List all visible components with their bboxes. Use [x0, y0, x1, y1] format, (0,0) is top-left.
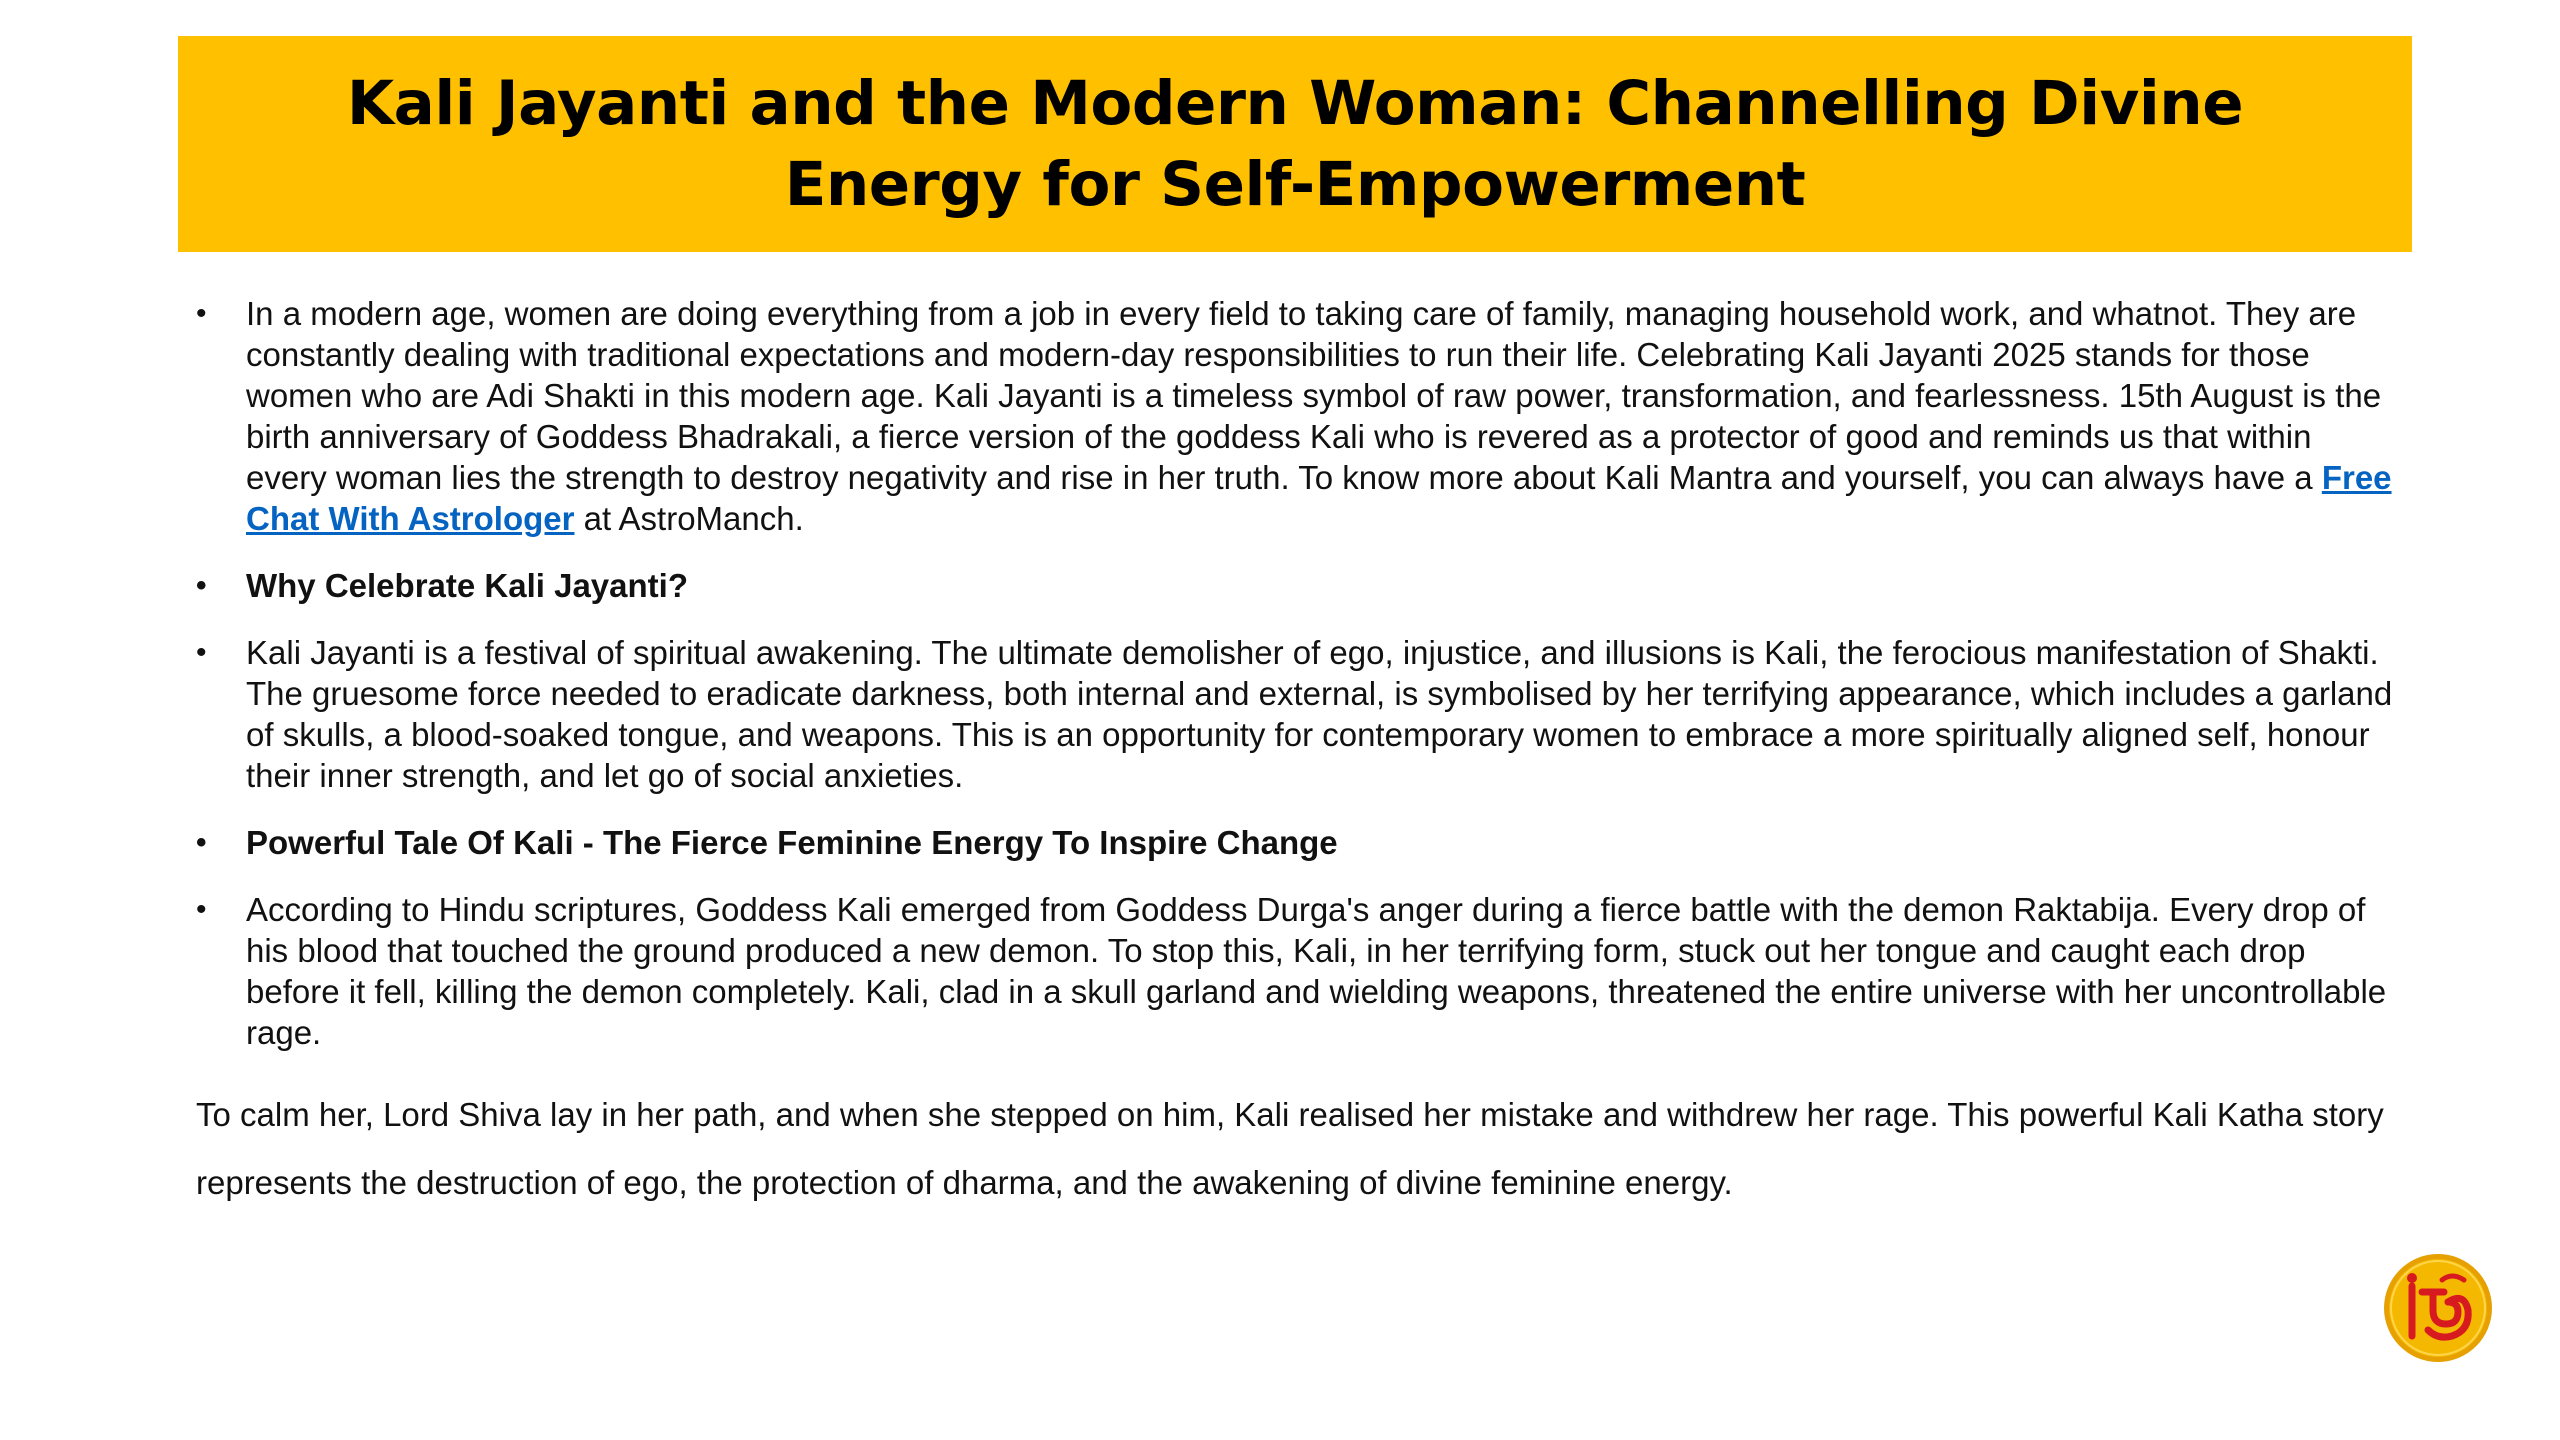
bullet-heading-why: [196, 565, 2396, 606]
bullet-marker: •: [196, 826, 207, 859]
heading-tale-text: Powerful Tale Of Kali - The Fierce Feminine Energy To Inspire Change: [246, 824, 1338, 861]
bullet-marker: •: [196, 297, 207, 330]
closing-paragraph: To calm her, Lord Shiva lay in her path, and when she stepped on him, Kali realised her mistake and withdrew her rage. This powerful Kali Katha story represents the destruction of ego, the protection of dharma, and the awakening of divine feminine energy.: [196, 1096, 2384, 1201]
bullet-why: [196, 632, 2396, 796]
bullet-marker: •: [196, 893, 207, 926]
why-text: Kali Jayanti is a festival of spiritual awakening. The ultimate demolisher of ego, injustice, and illusions is Kali, the ferocious manifestation of Shakti. The gruesome force needed to eradicate darkness, both internal and external, is symbolised by her terrifying appearance, which includes a garland of skulls, a blood-soaked tongue, and weapons. This is an opportunity for contemporary women to embrace a more spiritually aligned self, honour their inner strength, and let go of social anxieties.: [246, 634, 2393, 794]
bullet-list: [196, 293, 2396, 1053]
intro-text-end: at AstroManch.: [574, 500, 804, 537]
astromanch-logo-icon: [2382, 1252, 2494, 1364]
bullet-intro: [196, 293, 2396, 539]
bullet-tale: [196, 889, 2396, 1053]
heading-why-text: Why Celebrate Kali Jayanti?: [246, 567, 688, 604]
slide-content: [196, 293, 2396, 1217]
intro-text: In a modern age, women are doing everything from a job in every field to taking care of family, managing household work, and whatnot. They are constantly dealing with traditional expectations and modern-day responsibilities to run their life. Celebrating Kali Jayanti 2025 stands for those women who are Adi Shakti in this modern age. Kali Jayanti is a timeless symbol of raw power, transformation, and fearlessness. 15th August is the birth anniversary of Goddess Bhadrakali, a fierce version of the goddess Kali who is revered as a protector of good and reminds us that within every woman lies the strength to destroy negativity and rise in her truth. To know more about Kali Mantra and yourself, you can always have a: [246, 295, 2382, 496]
tale-text: According to Hindu scriptures, Goddess Kali emerged from Goddess Durga's anger during a fierce battle with the demon Raktabija. Every drop of his blood that touched the ground produced a new demon. To stop this, Kali, in her terrifying form, stuck out her tongue and caught each drop before it fell, killing the demon completely. Kali, clad in a skull garland and wielding weapons, threatened the entire universe with her uncontrollable rage.: [246, 891, 2387, 1051]
bullet-marker: •: [196, 569, 207, 602]
bullet-marker: •: [196, 636, 207, 669]
slide-title: Kali Jayanti and the Modern Woman: Channelling Divine Energy for Self-Empowerment: [346, 68, 2244, 220]
free-chat-link[interactable]: Free Chat With Astrologer: [246, 459, 2392, 537]
bullet-heading-tale: [196, 822, 2396, 863]
title-banner: [178, 36, 2412, 252]
